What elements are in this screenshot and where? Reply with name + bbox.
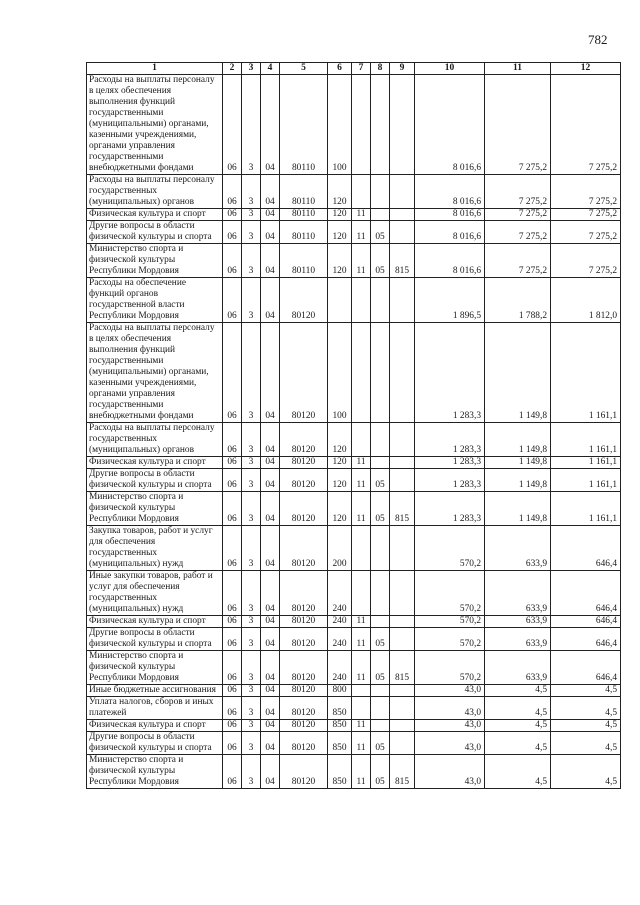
expense-type: 120: [328, 457, 352, 469]
expense-type: 240: [328, 616, 352, 628]
section-code: 11: [352, 209, 371, 221]
expense-type: 240: [328, 571, 352, 616]
amount-year-1: 570,2: [415, 616, 485, 628]
department-code: [390, 457, 415, 469]
amount-year-3: 7 275,2: [551, 221, 621, 244]
subsection-code: 05: [371, 755, 390, 789]
amount-year-1: 1 283,3: [415, 469, 485, 492]
amount-year-1: 570,2: [415, 571, 485, 616]
expense-type: 240: [328, 651, 352, 685]
ministry-code: 06: [223, 685, 242, 697]
table-row: [87, 323, 621, 423]
amount-year-3: 7 275,2: [551, 244, 621, 278]
subsection-code: [371, 616, 390, 628]
subsection-code: [371, 75, 390, 175]
col-header: 11: [485, 63, 551, 75]
table-row: [87, 651, 621, 685]
amount-year-1: 8 016,6: [415, 221, 485, 244]
subprogram-code: 04: [261, 278, 280, 323]
amount-year-2: 1 149,8: [485, 469, 551, 492]
header-row: [87, 63, 621, 75]
program-code: 3: [242, 209, 261, 221]
amount-year-3: 4,5: [551, 732, 621, 755]
row-name: Министерство спорта и физической культуры Республики Мордовия: [87, 651, 223, 685]
section-code: 11: [352, 457, 371, 469]
department-code: [390, 616, 415, 628]
expense-code: 80120: [280, 492, 328, 526]
program-code: 3: [242, 221, 261, 244]
amount-year-3: 646,4: [551, 616, 621, 628]
amount-year-1: 8 016,6: [415, 244, 485, 278]
expense-code: 80120: [280, 755, 328, 789]
amount-year-3: 1 161,1: [551, 469, 621, 492]
expense-code: 80120: [280, 469, 328, 492]
subsection-code: 05: [371, 469, 390, 492]
amount-year-3: 7 275,2: [551, 209, 621, 221]
amount-year-3: 646,4: [551, 651, 621, 685]
table-row: [87, 492, 621, 526]
amount-year-3: 7 275,2: [551, 75, 621, 175]
department-code: [390, 209, 415, 221]
program-code: 3: [242, 720, 261, 732]
amount-year-3: 1 161,1: [551, 492, 621, 526]
ministry-code: 06: [223, 732, 242, 755]
ministry-code: 06: [223, 755, 242, 789]
amount-year-1: 43,0: [415, 697, 485, 720]
section-code: [352, 526, 371, 571]
subprogram-code: 04: [261, 616, 280, 628]
subprogram-code: 04: [261, 323, 280, 423]
amount-year-2: 1 788,2: [485, 278, 551, 323]
expense-code: 80120: [280, 323, 328, 423]
subsection-code: [371, 571, 390, 616]
table-row: [87, 75, 621, 175]
amount-year-3: 646,4: [551, 571, 621, 616]
program-code: 3: [242, 423, 261, 457]
subprogram-code: 04: [261, 423, 280, 457]
amount-year-3: 646,4: [551, 628, 621, 651]
row-name: Физическая культура и спорт: [87, 720, 223, 732]
expense-code: 80110: [280, 221, 328, 244]
department-code: 815: [390, 755, 415, 789]
ministry-code: 06: [223, 423, 242, 457]
section-code: [352, 175, 371, 209]
subsection-code: 05: [371, 221, 390, 244]
row-name: Другие вопросы в области физической культуры и спорта: [87, 221, 223, 244]
ministry-code: 06: [223, 571, 242, 616]
amount-year-1: 1 283,3: [415, 492, 485, 526]
page-number: 782: [588, 32, 608, 47]
expense-code: 80120: [280, 457, 328, 469]
section-code: 11: [352, 732, 371, 755]
expense-code: 80120: [280, 697, 328, 720]
row-name: Иные закупки товаров, работ и услуг для обеспечения государственных (муниципальных) нужд: [87, 571, 223, 616]
section-code: 11: [352, 244, 371, 278]
ministry-code: 06: [223, 244, 242, 278]
program-code: 3: [242, 755, 261, 789]
subprogram-code: 04: [261, 244, 280, 278]
expense-type: 120: [328, 492, 352, 526]
expense-type: 120: [328, 244, 352, 278]
subprogram-code: 04: [261, 492, 280, 526]
subprogram-code: 04: [261, 175, 280, 209]
subprogram-code: 04: [261, 685, 280, 697]
amount-year-2: 633,9: [485, 526, 551, 571]
table-row: [87, 720, 621, 732]
program-code: 3: [242, 244, 261, 278]
subprogram-code: 04: [261, 571, 280, 616]
amount-year-1: 43,0: [415, 685, 485, 697]
table-row: [87, 616, 621, 628]
amount-year-2: 1 149,8: [485, 423, 551, 457]
subsection-code: 05: [371, 628, 390, 651]
program-code: 3: [242, 616, 261, 628]
table-row: [87, 571, 621, 616]
expense-type: 120: [328, 221, 352, 244]
ministry-code: 06: [223, 616, 242, 628]
program-code: 3: [242, 469, 261, 492]
table-body: [87, 75, 621, 789]
amount-year-3: 1 161,1: [551, 457, 621, 469]
subsection-code: [371, 175, 390, 209]
department-code: [390, 697, 415, 720]
expense-type: 120: [328, 423, 352, 457]
col-header: 10: [415, 63, 485, 75]
expense-code: 80120: [280, 278, 328, 323]
amount-year-2: 633,9: [485, 651, 551, 685]
row-name: Физическая культура и спорт: [87, 457, 223, 469]
row-name: Уплата налогов, сборов и иных платежей: [87, 697, 223, 720]
table-row: [87, 526, 621, 571]
expense-type: 800: [328, 685, 352, 697]
program-code: 3: [242, 526, 261, 571]
amount-year-1: 8 016,6: [415, 75, 485, 175]
expense-code: 80120: [280, 526, 328, 571]
col-header: 1: [87, 63, 223, 75]
ministry-code: 06: [223, 628, 242, 651]
department-code: [390, 720, 415, 732]
program-code: 3: [242, 175, 261, 209]
col-header: 4: [261, 63, 280, 75]
row-name: Расходы на выплаты персоналу в целях обеспечения выполнения функций государственными (муниципальными) органами, казенными учреждениями, органами управления государственными внебюджетными фондами: [87, 323, 223, 423]
subprogram-code: 04: [261, 209, 280, 221]
expense-code: 80120: [280, 732, 328, 755]
program-code: 3: [242, 457, 261, 469]
section-code: [352, 685, 371, 697]
subprogram-code: 04: [261, 697, 280, 720]
subsection-code: [371, 720, 390, 732]
amount-year-2: 633,9: [485, 616, 551, 628]
table-row: [87, 469, 621, 492]
amount-year-1: 1 896,5: [415, 278, 485, 323]
amount-year-2: 4,5: [485, 755, 551, 789]
amount-year-2: 7 275,2: [485, 75, 551, 175]
program-code: 3: [242, 732, 261, 755]
expense-type: 850: [328, 697, 352, 720]
amount-year-1: 8 016,6: [415, 175, 485, 209]
row-name: Расходы на выплаты персоналу государственных (муниципальных) органов: [87, 175, 223, 209]
row-name: Другие вопросы в области физической культуры и спорта: [87, 732, 223, 755]
amount-year-3: 1 812,0: [551, 278, 621, 323]
amount-year-3: 7 275,2: [551, 175, 621, 209]
section-code: 11: [352, 492, 371, 526]
amount-year-2: 633,9: [485, 571, 551, 616]
subsection-code: 05: [371, 244, 390, 278]
expense-code: 80120: [280, 423, 328, 457]
table-row: [87, 423, 621, 457]
subprogram-code: 04: [261, 720, 280, 732]
expense-type: 240: [328, 628, 352, 651]
department-code: [390, 221, 415, 244]
subsection-code: [371, 526, 390, 571]
section-code: [352, 323, 371, 423]
col-header: 7: [352, 63, 371, 75]
program-code: 3: [242, 492, 261, 526]
amount-year-2: 7 275,2: [485, 244, 551, 278]
table-row: [87, 175, 621, 209]
department-code: [390, 323, 415, 423]
expense-code: 80110: [280, 75, 328, 175]
expense-type: 850: [328, 755, 352, 789]
expense-type: 100: [328, 323, 352, 423]
amount-year-1: 1 283,3: [415, 457, 485, 469]
ministry-code: 06: [223, 175, 242, 209]
col-header: 3: [242, 63, 261, 75]
amount-year-1: 1 283,3: [415, 423, 485, 457]
subsection-code: [371, 697, 390, 720]
section-code: 11: [352, 720, 371, 732]
expense-code: 80120: [280, 720, 328, 732]
program-code: 3: [242, 323, 261, 423]
expense-type: 850: [328, 732, 352, 755]
row-name: Расходы на обеспечение функций органов государственной власти Республики Мордовия: [87, 278, 223, 323]
program-code: 3: [242, 651, 261, 685]
amount-year-1: 1 283,3: [415, 323, 485, 423]
department-code: 815: [390, 244, 415, 278]
section-code: [352, 697, 371, 720]
expense-code: 80110: [280, 244, 328, 278]
subsection-code: 05: [371, 651, 390, 685]
ministry-code: 06: [223, 492, 242, 526]
subsection-code: [371, 278, 390, 323]
expense-code: 80120: [280, 685, 328, 697]
table-row: [87, 732, 621, 755]
table-row: [87, 755, 621, 789]
subprogram-code: 04: [261, 221, 280, 244]
amount-year-2: 1 149,8: [485, 323, 551, 423]
expense-type: [328, 278, 352, 323]
table-row: [87, 685, 621, 697]
row-name: Закупка товаров, работ и услуг для обеспечения государственных (муниципальных) нужд: [87, 526, 223, 571]
ministry-code: 06: [223, 697, 242, 720]
col-header: 9: [390, 63, 415, 75]
col-header: 8: [371, 63, 390, 75]
program-code: 3: [242, 685, 261, 697]
expense-code: 80120: [280, 616, 328, 628]
table-row: [87, 457, 621, 469]
expense-type: 850: [328, 720, 352, 732]
amount-year-3: 1 161,1: [551, 423, 621, 457]
section-code: 11: [352, 628, 371, 651]
expense-code: 80120: [280, 651, 328, 685]
col-header: 2: [223, 63, 242, 75]
table-row: [87, 221, 621, 244]
row-name: Иные бюджетные ассигнования: [87, 685, 223, 697]
department-code: [390, 423, 415, 457]
department-code: [390, 278, 415, 323]
amount-year-2: 4,5: [485, 697, 551, 720]
subprogram-code: 04: [261, 651, 280, 685]
department-code: [390, 175, 415, 209]
subsection-code: [371, 323, 390, 423]
table-row: [87, 244, 621, 278]
amount-year-1: 570,2: [415, 651, 485, 685]
row-name: Физическая культура и спорт: [87, 209, 223, 221]
amount-year-3: 4,5: [551, 697, 621, 720]
table-row: [87, 697, 621, 720]
expense-type: 120: [328, 175, 352, 209]
section-code: 11: [352, 651, 371, 685]
subprogram-code: 04: [261, 755, 280, 789]
subsection-code: [371, 457, 390, 469]
program-code: 3: [242, 571, 261, 616]
amount-year-3: 4,5: [551, 685, 621, 697]
amount-year-1: 570,2: [415, 526, 485, 571]
expense-code: 80120: [280, 571, 328, 616]
section-code: 11: [352, 755, 371, 789]
expense-code: 80110: [280, 209, 328, 221]
subprogram-code: 04: [261, 457, 280, 469]
subsection-code: [371, 685, 390, 697]
expense-code: 80120: [280, 628, 328, 651]
row-name: Расходы на выплаты персоналу государственных (муниципальных) органов: [87, 423, 223, 457]
budget-table: [86, 62, 621, 789]
section-code: [352, 423, 371, 457]
department-code: 815: [390, 651, 415, 685]
section-code: 11: [352, 616, 371, 628]
subprogram-code: 04: [261, 75, 280, 175]
department-code: [390, 571, 415, 616]
row-name: Министерство спорта и физической культуры Республики Мордовия: [87, 244, 223, 278]
program-code: 3: [242, 75, 261, 175]
expense-type: 120: [328, 469, 352, 492]
ministry-code: 06: [223, 278, 242, 323]
row-name: Другие вопросы в области физической культуры и спорта: [87, 628, 223, 651]
expense-code: 80110: [280, 175, 328, 209]
section-code: [352, 75, 371, 175]
ministry-code: 06: [223, 469, 242, 492]
ministry-code: 06: [223, 221, 242, 244]
amount-year-1: 43,0: [415, 720, 485, 732]
amount-year-2: 7 275,2: [485, 209, 551, 221]
program-code: 3: [242, 697, 261, 720]
subprogram-code: 04: [261, 469, 280, 492]
row-name: Физическая культура и спорт: [87, 616, 223, 628]
department-code: [390, 628, 415, 651]
ministry-code: 06: [223, 651, 242, 685]
department-code: [390, 732, 415, 755]
amount-year-1: 43,0: [415, 755, 485, 789]
col-header: 12: [551, 63, 621, 75]
row-name: Министерство спорта и физической культуры Республики Мордовия: [87, 492, 223, 526]
section-code: 11: [352, 469, 371, 492]
subsection-code: [371, 209, 390, 221]
table-row: [87, 278, 621, 323]
col-header: 6: [328, 63, 352, 75]
program-code: 3: [242, 278, 261, 323]
section-code: 11: [352, 221, 371, 244]
amount-year-2: 7 275,2: [485, 175, 551, 209]
row-name: Расходы на выплаты персоналу в целях обеспечения выполнения функций государственными (муниципальными) органами, казенными учреждениями, органами управления государственными внебюджетными фондами: [87, 75, 223, 175]
subsection-code: 05: [371, 492, 390, 526]
ministry-code: 06: [223, 457, 242, 469]
program-code: 3: [242, 628, 261, 651]
subprogram-code: 04: [261, 628, 280, 651]
subsection-code: 05: [371, 732, 390, 755]
amount-year-2: 1 149,8: [485, 457, 551, 469]
ministry-code: 06: [223, 75, 242, 175]
amount-year-2: 1 149,8: [485, 492, 551, 526]
ministry-code: 06: [223, 720, 242, 732]
department-code: 815: [390, 492, 415, 526]
amount-year-2: 4,5: [485, 720, 551, 732]
row-name: Другие вопросы в области физической культуры и спорта: [87, 469, 223, 492]
table-row: [87, 209, 621, 221]
amount-year-3: 4,5: [551, 755, 621, 789]
expense-type: 120: [328, 209, 352, 221]
col-header: 5: [280, 63, 328, 75]
section-code: [352, 278, 371, 323]
department-code: [390, 469, 415, 492]
amount-year-3: 1 161,1: [551, 323, 621, 423]
expense-type: 100: [328, 75, 352, 175]
amount-year-2: 4,5: [485, 685, 551, 697]
ministry-code: 06: [223, 209, 242, 221]
department-code: [390, 526, 415, 571]
row-name: Министерство спорта и физической культуры Республики Мордовия: [87, 755, 223, 789]
amount-year-1: 8 016,6: [415, 209, 485, 221]
department-code: [390, 75, 415, 175]
amount-year-1: 43,0: [415, 732, 485, 755]
section-code: [352, 571, 371, 616]
subsection-code: [371, 423, 390, 457]
subprogram-code: 04: [261, 732, 280, 755]
department-code: [390, 685, 415, 697]
expense-type: 200: [328, 526, 352, 571]
amount-year-1: 570,2: [415, 628, 485, 651]
ministry-code: 06: [223, 323, 242, 423]
subprogram-code: 04: [261, 526, 280, 571]
amount-year-2: 633,9: [485, 628, 551, 651]
amount-year-2: 4,5: [485, 732, 551, 755]
amount-year-3: 4,5: [551, 720, 621, 732]
ministry-code: 06: [223, 526, 242, 571]
amount-year-2: 7 275,2: [485, 221, 551, 244]
amount-year-3: 646,4: [551, 526, 621, 571]
table-row: [87, 628, 621, 651]
